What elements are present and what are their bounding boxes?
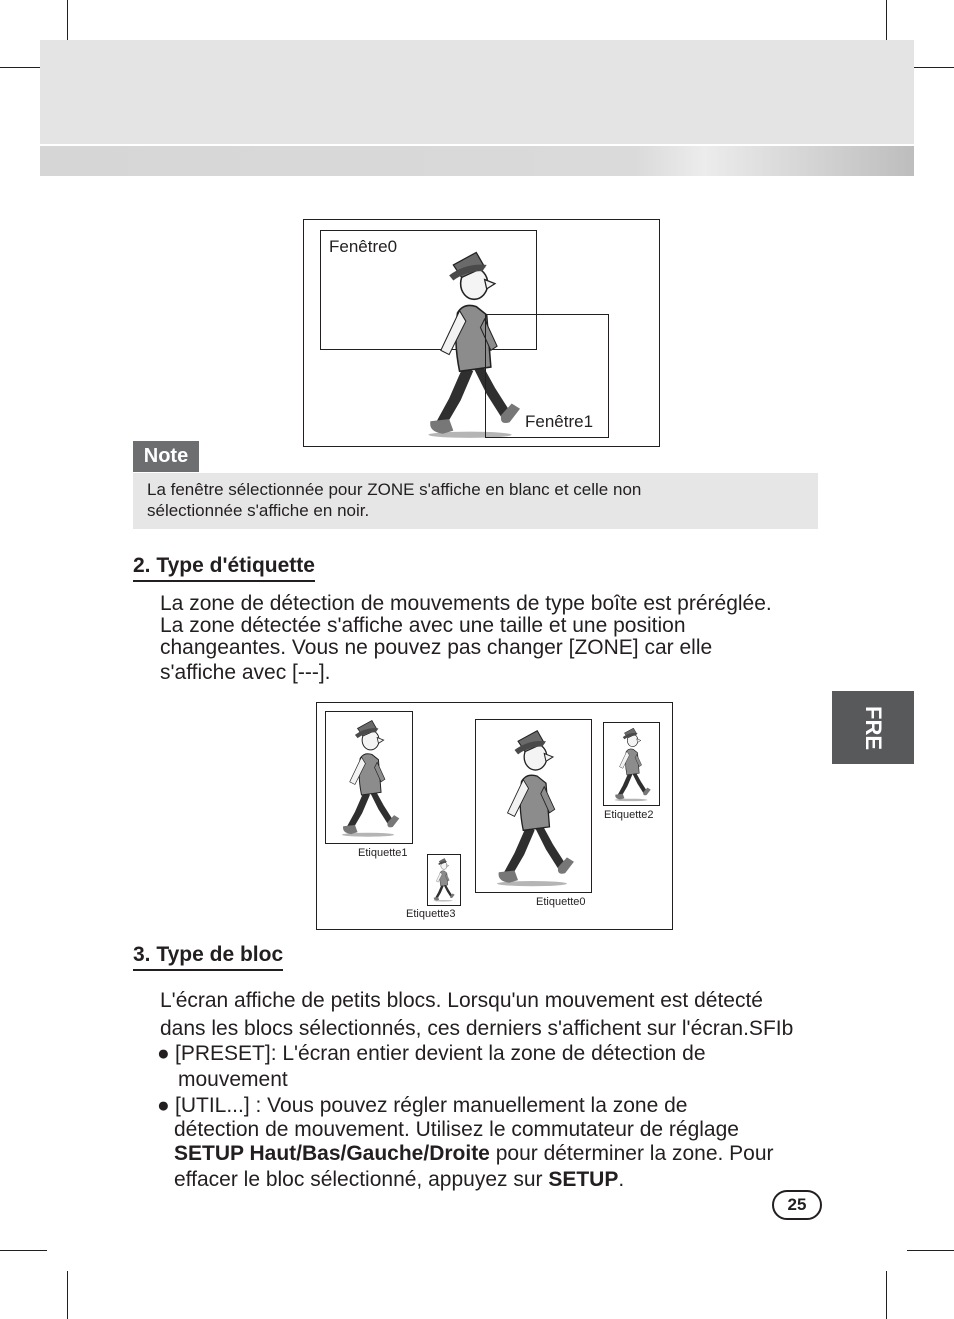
bullet-util-line: [UTIL...] : Vous pouvez régler manuellement la zone de xyxy=(175,1094,688,1117)
bullet-util-text: . xyxy=(618,1168,625,1191)
walking-man-illustration xyxy=(330,714,406,838)
bullet-util-text: pour déterminer la zone. Pour xyxy=(489,1142,774,1165)
window1 xyxy=(485,314,609,438)
window1-label: Fenêtre1 xyxy=(525,412,594,431)
section-2-line: s'affiche avec [---]. xyxy=(160,661,331,684)
label3-box xyxy=(427,854,461,906)
crop-mark xyxy=(907,67,954,68)
figure-labels xyxy=(316,702,673,930)
label2-text: Etiquette2 xyxy=(604,809,654,821)
bullet-preset-line: [PRESET]: L'écran entier devient la zone de détection de xyxy=(175,1042,706,1065)
note-tag: Note xyxy=(133,441,199,472)
crop-mark xyxy=(907,1250,954,1251)
crop-mark xyxy=(886,1271,887,1319)
section-2-line: La zone de détection de mouvements de type boîte est préréglée. xyxy=(160,592,772,615)
bullet-util-line: détection de mouvement. Utilisez le commutateur de réglage xyxy=(174,1118,739,1141)
section-2-line: changeantes. Vous ne pouvez pas changer [ZONE] car elle xyxy=(160,636,713,659)
page-header xyxy=(40,40,914,144)
page-number: 25 xyxy=(772,1190,822,1220)
label3-text: Etiquette3 xyxy=(406,908,456,920)
note-box xyxy=(133,473,818,529)
walking-man-illustration xyxy=(606,724,656,802)
crop-mark xyxy=(0,1250,47,1251)
figure-zone-windows xyxy=(303,219,660,447)
label2-box xyxy=(603,722,660,806)
section-2-line: La zone détectée s'affiche avec une taille et une position xyxy=(160,614,686,637)
walking-man-illustration xyxy=(480,722,584,888)
note-line: La fenêtre sélectionnée pour ZONE s'affiche en blanc et celle non xyxy=(147,480,642,499)
walking-man-illustration xyxy=(429,856,457,902)
bold-setup-directions: SETUP Haut/Bas/Gauche/Droite xyxy=(174,1142,490,1165)
bullet-dot: ● xyxy=(157,1042,170,1065)
section-2-title: 2. Type d'étiquette xyxy=(133,554,315,582)
bullet-dot: ● xyxy=(157,1094,170,1117)
crop-mark xyxy=(67,1271,68,1319)
label0-box xyxy=(475,719,592,893)
bullet-util-line xyxy=(174,1168,624,1192)
language-tab xyxy=(832,691,914,764)
section-3-intro: dans les blocs sélectionnés, ces derniers s'affichent sur l'écran.SFIb xyxy=(160,1017,794,1040)
bold-setup: SETUP xyxy=(548,1168,619,1191)
header-bar xyxy=(40,146,914,176)
label0-text: Etiquette0 xyxy=(536,896,586,908)
label1-box xyxy=(325,711,413,844)
bullet-preset-line: mouvement xyxy=(178,1068,288,1091)
section-3-intro: L'écran affiche de petits blocs. Lorsqu'un mouvement est détecté xyxy=(160,989,763,1012)
bullet-util-line xyxy=(174,1142,774,1166)
label1-text: Etiquette1 xyxy=(358,847,408,859)
note-line: sélectionnée s'affiche en noir. xyxy=(147,501,370,520)
language-tab-label: FRE xyxy=(861,705,886,750)
bullet-util-text: effacer le bloc sélectionné, appuyez sur xyxy=(174,1168,549,1191)
section-3-title: 3. Type de bloc xyxy=(133,943,283,971)
window0-label: Fenêtre0 xyxy=(329,237,398,256)
